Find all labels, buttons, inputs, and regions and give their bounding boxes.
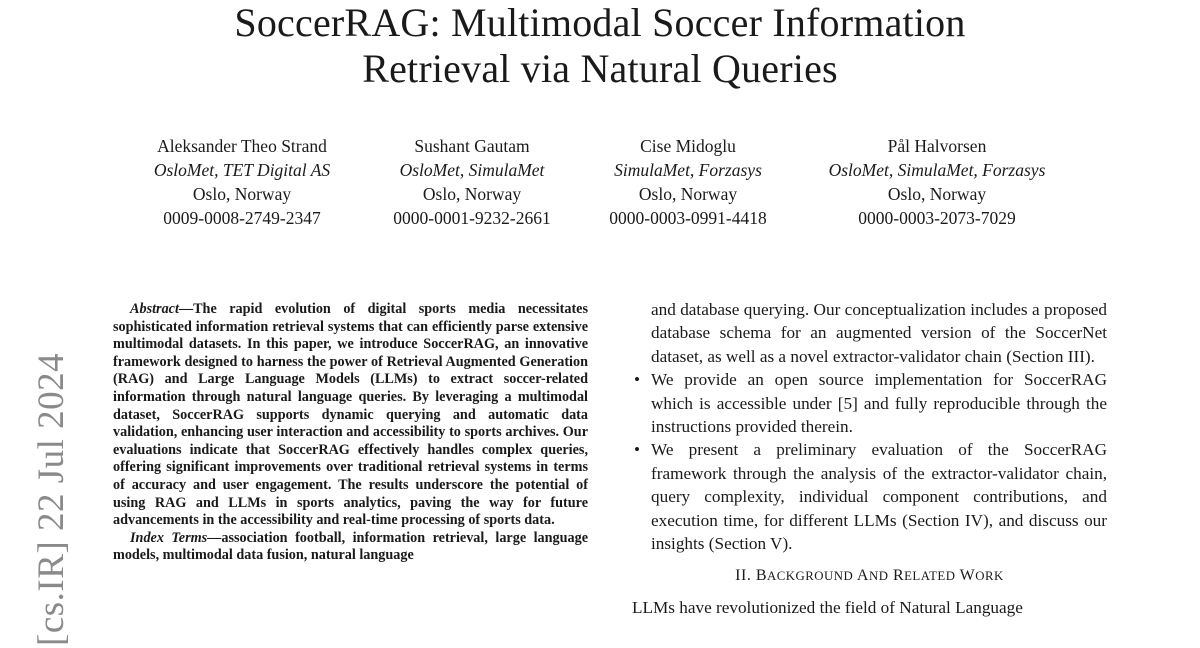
contribution-continuation: and database querying. Our conceptualization includes a proposed database schema for an augmented version of the SoccerNet dataset, as well as a novel extractor-validator chain (Section III).	[651, 300, 1107, 366]
author-affiliation: OsloMet, TET Digital AS	[153, 160, 331, 180]
bullet-icon: •	[634, 440, 641, 460]
paper-title-line-2: Retrieval via Natural Queries	[362, 46, 838, 91]
list-item-text: We present a preliminary evaluation of the SoccerRAG framework through the analysis of the extractor-validator chain, query complexity, individual component contributions, and execution time, for different LLMs (Section IV), and discuss our insights (Section V).	[651, 440, 1107, 554]
author-affiliation: OsloMet, SimulaMet	[399, 160, 545, 180]
author-name: Cise Midoglu	[640, 136, 736, 156]
author-name: Aleksander Theo Strand	[157, 136, 327, 156]
contribution-list	[632, 368, 1107, 555]
author-name: Pål Halvorsen	[887, 136, 987, 156]
author-1	[137, 134, 347, 230]
author-orcid[interactable]: 0000-0003-0991-4418	[609, 208, 767, 228]
author-affiliation: OsloMet, SimulaMet, Forzasys	[828, 160, 1046, 180]
author-orcid[interactable]: 0000-0003-2073-7029	[858, 208, 1016, 228]
section-number: II.	[735, 567, 752, 585]
list-item	[632, 438, 1107, 555]
index-terms-label: Index Terms	[130, 529, 208, 546]
right-column	[632, 298, 1107, 619]
author-2	[379, 134, 565, 230]
paper-title	[0, 0, 1200, 92]
author-location: Oslo, Norway	[638, 184, 738, 204]
author-name: Sushant Gautam	[414, 136, 530, 156]
author-block	[0, 134, 1200, 234]
index-terms-text: —association football, information retrieval, large language models, multimodal data fusion, natural language	[113, 529, 588, 564]
list-item	[632, 368, 1107, 438]
index-terms-paragraph	[113, 530, 588, 565]
section-body-text: LLMs have revolutionized the field of Natural Language	[632, 597, 1023, 617]
author-location: Oslo, Norway	[887, 184, 987, 204]
author-location: Oslo, Norway	[192, 184, 292, 204]
bullet-icon: •	[634, 370, 641, 390]
author-location: Oslo, Norway	[422, 184, 522, 204]
section-title: BACKGROUND AND RELATED WORK	[755, 567, 1004, 585]
abstract-text: —The rapid evolution of digital sports media necessitates sophisticated information retrieval systems that can efficiently parse extensive multimodal datasets. In this paper, we introduce SoccerRAG, an innovative framework designed to harness the power of Retrieval Augmented Generation (RAG) and Large Language Models (LLMs) to extract soccer-related information through natural language queries. By leveraging a multimodal dataset, SoccerRAG supports dynamic querying and automatic data validation, enhancing user interaction and accessibility to sports archives. Our evaluations indicate that SoccerRAG effectively handles complex queries, offering significant improvements over traditional retrieval systems in terms of accuracy and user engagement. The results underscore the potential of using RAG and LLMs in sports analytics, paving the way for future advancements in the accessibility and real-time processing of sports data.	[113, 301, 588, 529]
author-3	[594, 134, 782, 230]
abstract-label: Abstract	[130, 301, 179, 317]
abstract-paragraph	[113, 301, 588, 530]
section-heading	[632, 564, 1107, 588]
abstract-column	[113, 301, 588, 565]
author-affiliation: SimulaMet, Forzasys	[614, 160, 762, 180]
author-orcid[interactable]: 0000-0001-9232-2661	[393, 208, 551, 228]
author-4	[806, 134, 1068, 230]
author-orcid[interactable]: 0009-0008-2749-2347	[163, 208, 321, 228]
paper-title-line-1: SoccerRAG: Multimodal Soccer Information	[234, 0, 966, 45]
arxiv-stamp: [cs.IR] 22 Jul 2024	[31, 352, 72, 646]
list-item-text: We provide an open source implementation for SoccerRAG which is accessible under [5] and fully reproducible through the instructions provided therein.	[651, 370, 1107, 437]
